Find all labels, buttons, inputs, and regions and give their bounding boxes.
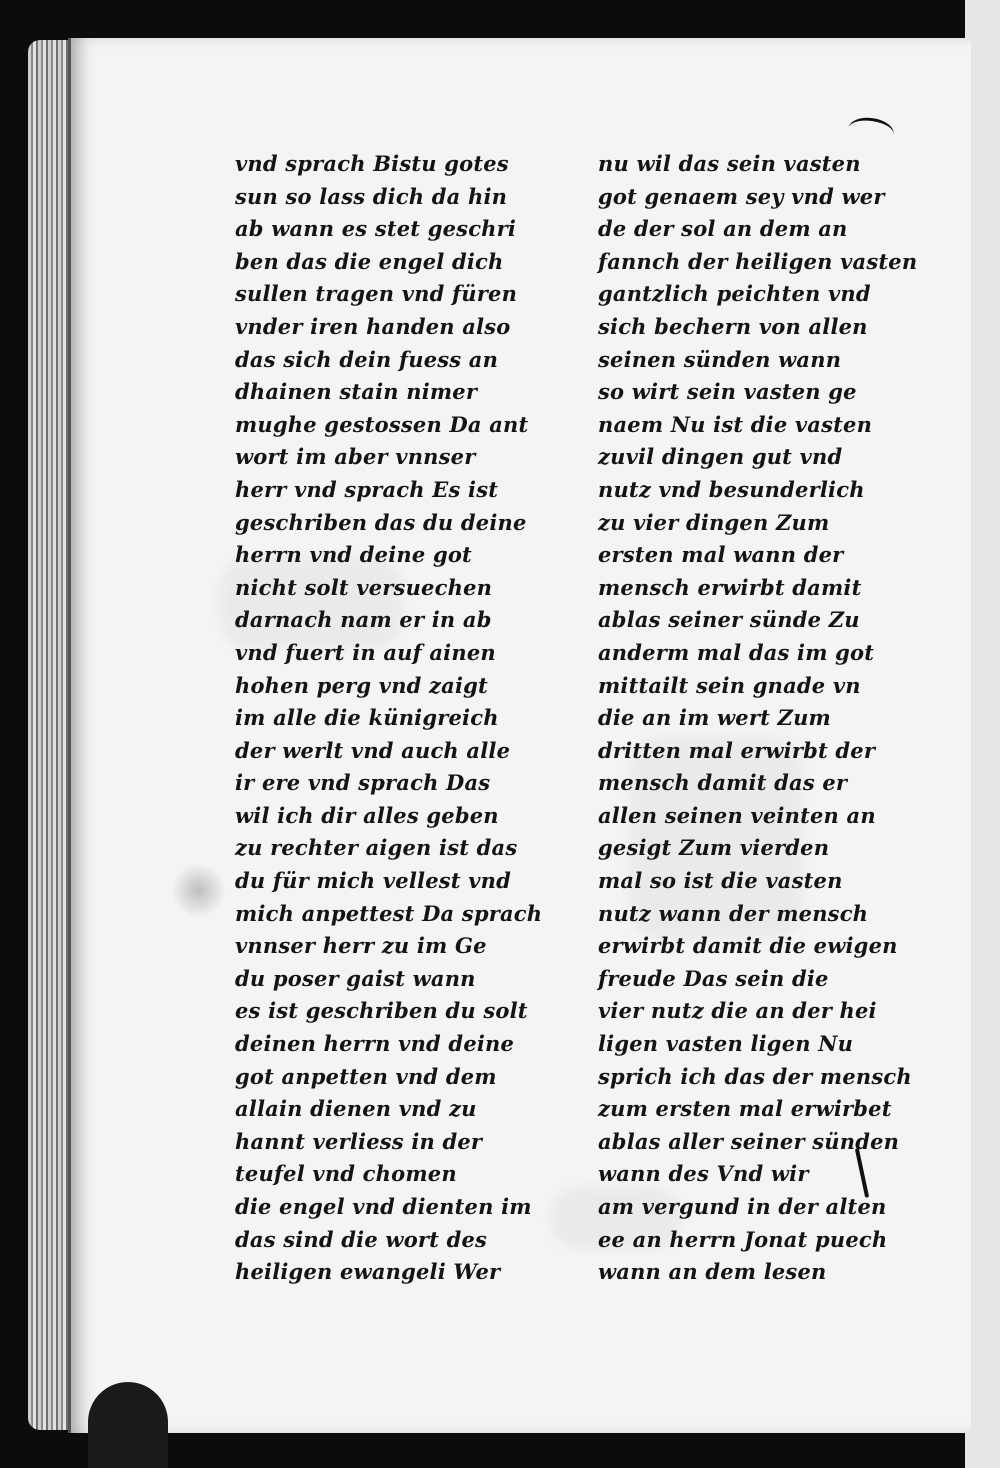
text-line: wil ich dir alles geben <box>235 802 499 828</box>
page-smudge <box>171 863 226 918</box>
text-line: nicht solt versuechen <box>235 574 493 600</box>
text-line: vnnser herr zu im Ge <box>235 933 487 959</box>
text-line: zum ersten mal erwirbet <box>598 1096 892 1122</box>
text-line: ab wann es stet geschri <box>235 216 517 242</box>
text-line: dritten mal erwirbt der <box>598 737 876 763</box>
text-line: wann an dem lesen <box>598 1259 827 1285</box>
text-line: ee an herrn Jonat puech <box>598 1226 888 1252</box>
text-line: allen seinen veinten an <box>598 802 876 828</box>
text-line: mughe gestossen Da ant <box>235 411 529 437</box>
text-line: am vergund in der alten <box>598 1194 887 1219</box>
text-line: wort im aber vnnser <box>235 444 476 470</box>
text-line: wann des Vnd wir <box>598 1161 809 1187</box>
text-line: im alle die künigreich <box>235 705 499 731</box>
text-line: es ist geschriben du solt <box>235 998 528 1024</box>
text-line: anderm mal das im got <box>598 639 875 665</box>
text-line: allain dienen vnd zu <box>235 1096 477 1122</box>
text-line: geschriben das du deine <box>235 509 527 535</box>
text-line: du für mich vellest vnd <box>235 868 511 894</box>
text-line: vnder iren handen also <box>235 313 511 339</box>
text-line: du poser gaist wann <box>235 965 476 991</box>
text-line: ben das die engel dich <box>235 248 504 274</box>
text-line: deinen herrn vnd deine <box>235 1031 515 1057</box>
text-line: seinen sünden wann <box>598 346 842 372</box>
text-line: vnd sprach Bistu gotes <box>235 151 509 176</box>
text-line: dhainen stain nimer <box>235 379 478 405</box>
scanner-thumb <box>88 1382 168 1468</box>
text-line: sich bechern von allen <box>598 313 868 339</box>
text-line: mich anpettest Da sprach <box>235 900 543 926</box>
text-line: darnach nam er in ab <box>235 607 492 633</box>
text-line: das sind die wort des <box>235 1226 488 1252</box>
text-line: nu wil das sein vasten <box>598 151 861 176</box>
text-line: sullen tragen vnd füren <box>235 281 518 307</box>
text-line: naem Nu ist die vasten <box>598 411 873 437</box>
text-line: zuvil dingen gut vnd <box>598 444 843 470</box>
text-column-left <box>235 148 580 1289</box>
text-line: mal so ist die vasten <box>598 868 843 894</box>
text-line: got anpetten vnd dem <box>235 1063 497 1089</box>
text-line: mittailt sein gnade vn <box>598 672 861 698</box>
text-line: freude Das sein die <box>598 965 829 991</box>
text-line: gesigt Zum vierden <box>598 835 830 861</box>
text-line: vier nutz die an der hei <box>598 998 877 1024</box>
text-line: vnd fuert in auf ainen <box>235 639 496 665</box>
text-line: nutz wann der mensch <box>598 900 869 926</box>
text-line: zu vier dingen Zum <box>598 509 830 535</box>
text-line: teufel vnd chomen <box>235 1161 457 1187</box>
text-line: ersten mal wann der <box>598 542 844 568</box>
text-line: sprich ich das der mensch <box>598 1063 912 1089</box>
text-line: nutz vnd besunderlich <box>598 476 865 502</box>
text-line: der werlt vnd auch alle <box>235 737 511 763</box>
text-line: de der sol an dem an <box>598 216 848 242</box>
text-line: mensch erwirbt damit <box>598 574 862 600</box>
text-column-right <box>598 148 928 1289</box>
text-line: erwirbt damit die ewigen <box>598 933 898 959</box>
text-line: herr vnd sprach Es ist <box>235 476 499 502</box>
text-line: heiligen ewangeli Wer <box>235 1259 501 1285</box>
text-line: hannt verliess in der <box>235 1128 483 1154</box>
text-line: hohen perg vnd zaigt <box>235 672 488 698</box>
text-line: fannch der heiligen vasten <box>598 248 918 274</box>
text-line: ablas seiner sünde Zu <box>598 607 860 633</box>
text-line: ir ere vnd sprach Das <box>235 770 491 796</box>
text-line: das sich dein fuess an <box>235 346 499 372</box>
text-line: got genaem sey vnd wer <box>598 183 885 209</box>
text-line: herrn vnd deine got <box>235 542 472 568</box>
text-line: ligen vasten ligen Nu <box>598 1031 854 1057</box>
text-line: sun so lass dich da hin <box>235 183 508 209</box>
text-line: so wirt sein vasten ge <box>598 379 857 405</box>
text-line: ablas aller seiner sünden <box>598 1128 900 1154</box>
text-line: die engel vnd dienten im <box>235 1194 532 1219</box>
text-line: gantzlich peichten vnd <box>598 281 871 307</box>
text-line: mensch damit das er <box>598 770 848 796</box>
text-line: zu rechter aigen ist das <box>235 835 518 861</box>
text-line: die an im wert Zum <box>598 705 831 731</box>
